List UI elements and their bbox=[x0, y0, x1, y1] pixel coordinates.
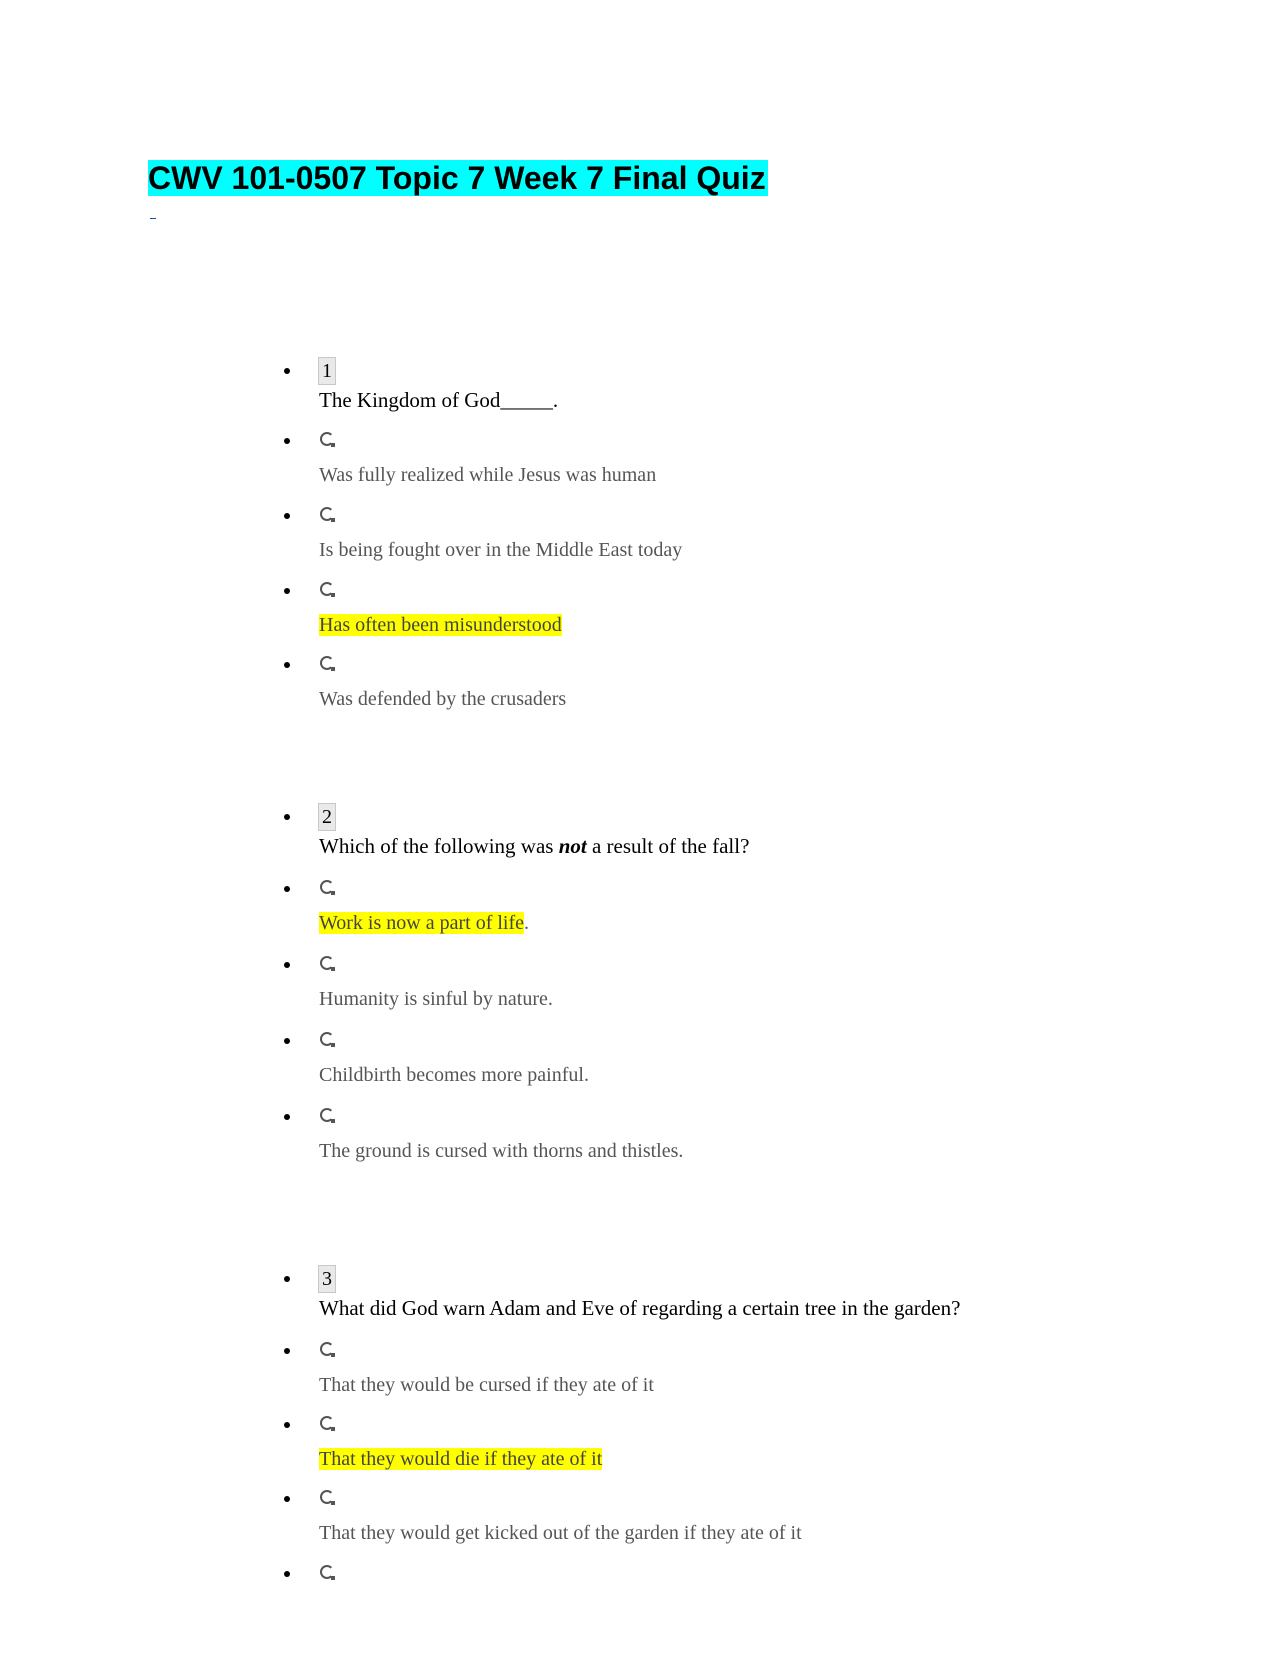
question-prompt: The Kingdom of God_____. bbox=[319, 388, 559, 412]
bullet-icon bbox=[284, 886, 290, 892]
answer-option-text: Childbirth becomes more painful. bbox=[319, 1064, 589, 1086]
question-prompt-emphasis: not bbox=[558, 834, 587, 858]
radio-button-icon[interactable] bbox=[320, 656, 334, 670]
question-number: 1 bbox=[318, 357, 336, 385]
bullet-icon bbox=[284, 588, 290, 594]
answer-option-text: Was defended by the crusaders bbox=[319, 688, 567, 710]
question-prompt-part: Which of the following was bbox=[319, 834, 559, 858]
bullet-icon bbox=[284, 1114, 290, 1120]
radio-button-icon[interactable] bbox=[320, 1032, 334, 1046]
bullet-icon bbox=[284, 1422, 290, 1428]
answer-option[interactable] bbox=[319, 462, 656, 488]
radio-button-icon[interactable] bbox=[320, 1342, 334, 1356]
radio-button-icon[interactable] bbox=[320, 1565, 334, 1579]
radio-button-icon[interactable] bbox=[320, 582, 334, 596]
radio-button-icon[interactable] bbox=[320, 956, 334, 970]
answer-option-suffix: . bbox=[524, 912, 529, 934]
bullet-icon bbox=[284, 962, 290, 968]
question-number: 2 bbox=[318, 803, 336, 831]
question-prompt bbox=[319, 833, 749, 859]
page-title bbox=[148, 158, 768, 198]
question-number: 3 bbox=[318, 1265, 336, 1293]
answer-option-highlighted[interactable] bbox=[319, 910, 529, 936]
bullet-icon bbox=[284, 438, 290, 444]
bullet-icon bbox=[284, 1038, 290, 1044]
title-link-underline[interactable] bbox=[150, 218, 156, 219]
bullet-icon bbox=[284, 1276, 290, 1282]
answer-option-text: That they would get kicked out of the garden if they ate of it bbox=[319, 1522, 802, 1544]
bullet-icon bbox=[284, 1348, 290, 1354]
answer-option-highlighted[interactable] bbox=[319, 1446, 602, 1472]
answer-option[interactable] bbox=[319, 537, 682, 563]
answer-option-text: Humanity is sinful by nature. bbox=[319, 988, 553, 1010]
answer-option[interactable] bbox=[319, 686, 566, 712]
radio-button-icon[interactable] bbox=[320, 880, 334, 894]
radio-button-icon[interactable] bbox=[320, 432, 334, 446]
radio-button-icon[interactable] bbox=[320, 507, 334, 521]
answer-option[interactable] bbox=[319, 1372, 654, 1398]
answer-option[interactable] bbox=[319, 986, 553, 1012]
radio-button-icon[interactable] bbox=[320, 1490, 334, 1504]
bullet-icon bbox=[284, 1571, 290, 1577]
answer-option-text: Work is now a part of life bbox=[319, 912, 524, 934]
answer-option-text: Is being fought over in the Middle East today bbox=[319, 539, 683, 561]
bullet-icon bbox=[284, 1496, 290, 1502]
answer-option[interactable] bbox=[319, 1520, 802, 1546]
answer-option-text: Has often been misunderstood bbox=[319, 614, 562, 636]
answer-option[interactable] bbox=[319, 1062, 589, 1088]
answer-option[interactable] bbox=[319, 1138, 683, 1164]
bullet-icon bbox=[284, 513, 290, 519]
answer-option-text: Was fully realized while Jesus was human bbox=[319, 464, 657, 486]
bullet-icon bbox=[284, 814, 290, 820]
question-prompt-part: a result of the fall? bbox=[586, 834, 750, 858]
answer-option-text: That they would be cursed if they ate of it bbox=[319, 1374, 654, 1396]
answer-option-text: The ground is cursed with thorns and thistles. bbox=[319, 1140, 684, 1162]
answer-option-highlighted[interactable] bbox=[319, 612, 562, 638]
answer-option-text: That they would die if they ate of it bbox=[319, 1448, 603, 1470]
radio-button-icon[interactable] bbox=[320, 1108, 334, 1122]
bullet-icon bbox=[284, 368, 290, 374]
question-prompt: What did God warn Adam and Eve of regarding a certain tree in the garden? bbox=[319, 1296, 961, 1320]
page-title-text: CWV 101-0507 Topic 7 Week 7 Final Quiz bbox=[148, 160, 766, 196]
bullet-icon bbox=[284, 662, 290, 668]
radio-button-icon[interactable] bbox=[320, 1416, 334, 1430]
